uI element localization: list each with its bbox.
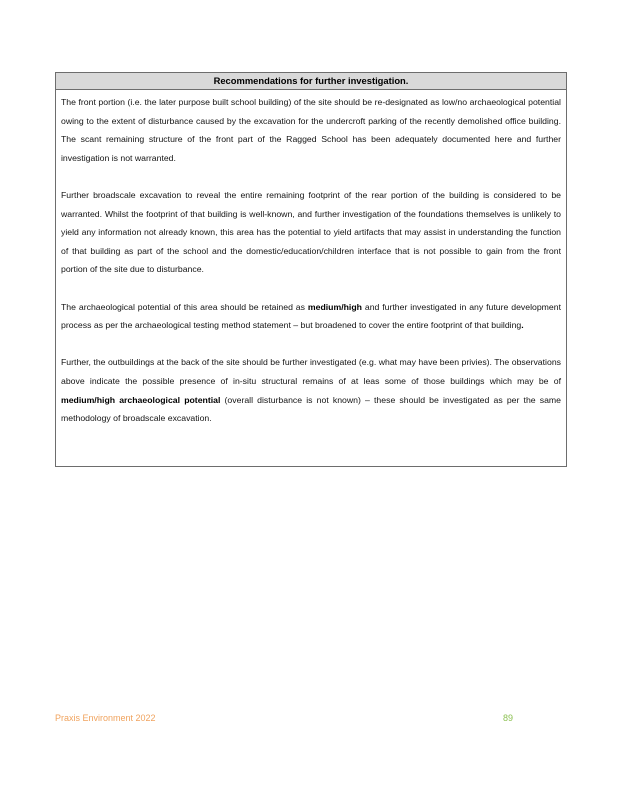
- recommendations-box: [55, 72, 567, 467]
- recommendations-title: Recommendations for further investigation.: [56, 73, 566, 90]
- bold-text: medium/high: [307, 301, 362, 312]
- paragraph-text: Further broadscale excavation to reveal the entire remaining footprint of the rear portion of the building is considered to be warranted. Whilst the footprint of that building is well-known, and further investigation of the foundations themselves is unlikely to yield any information not already known, this area has the potential to yield artifacts that may assist in understanding the function of that building as part of the school and the domestic/education/children interface that is not possible to gain from the front portion of the site due to disturbance.: [61, 189, 561, 275]
- paragraph-outbuildings: [61, 353, 561, 427]
- recommendations-body: [56, 90, 566, 428]
- footer-organization: Praxis Environment 2022: [55, 713, 156, 723]
- paragraph-text: Further, the outbuildings at the back of the site should be further investigated (e.g. what may have been privies). The observations above indicate the possible presence of in-situ structural remains of at leas some of those buildings which may be of: [61, 357, 561, 386]
- paragraph-front-portion: [61, 93, 561, 167]
- paragraph-text: (overall disturbance is not known) – these should be investigated as per the same methodology of broadscale excavation.: [61, 394, 561, 424]
- bold-text: medium/high archaeological potential: [61, 394, 221, 405]
- footer-page-number: 89: [503, 713, 514, 723]
- paragraph-text: The front portion (i.e. the later purpose built school building) of the site should be re-designated as low/no archaeological potential owing to the extent of disturbance caused by the excavation for the undercroft parking of the recently demolished office building. The scant remaining structure of the front part of the Ragged School has been adequately documented here and further investigation is not warranted.: [61, 97, 561, 163]
- paragraph-archaeological-potential: [61, 298, 561, 335]
- paragraph-broadscale-excavation: [61, 186, 561, 279]
- bold-text: .: [521, 320, 524, 331]
- paragraph-text: and further investigated in any future development process as per the archaeological testing method statement – but broadened to cover the entire footprint of that building: [61, 301, 561, 331]
- paragraph-text: The archaeological potential of this area should be retained as: [61, 301, 308, 312]
